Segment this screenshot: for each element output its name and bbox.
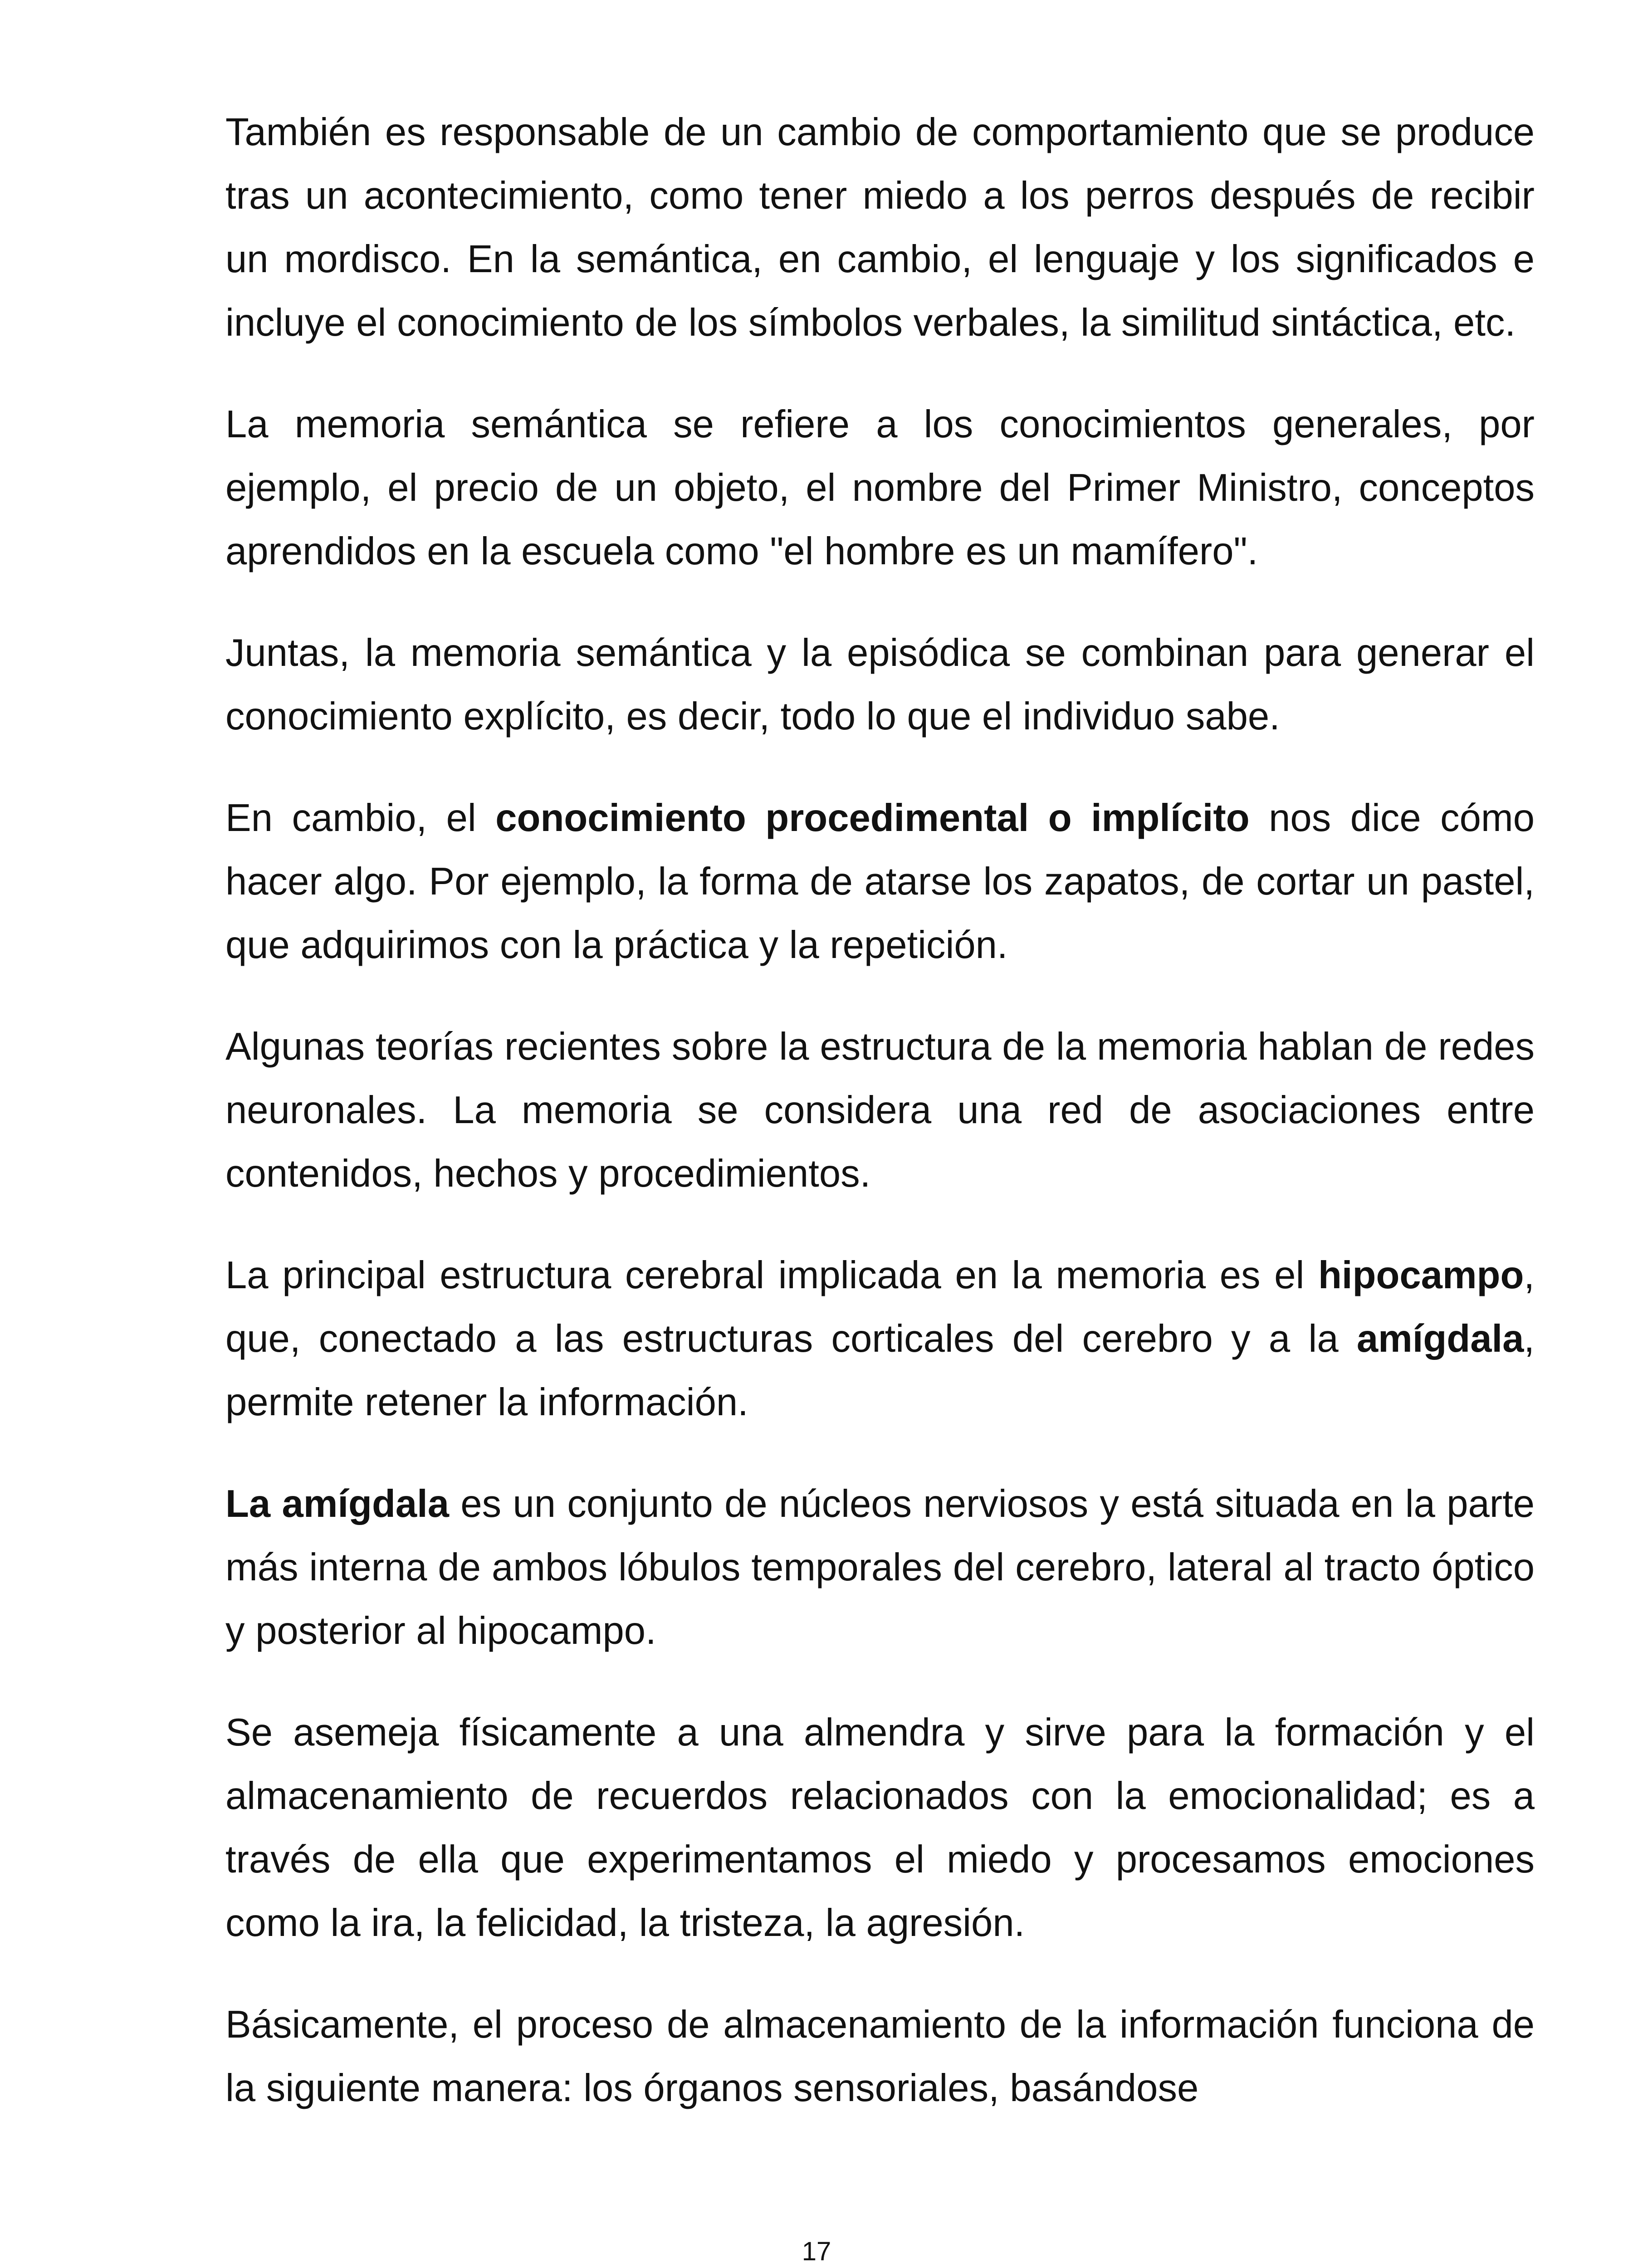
bold-term: La amígdala xyxy=(225,1482,450,1525)
text-run: En cambio, el xyxy=(225,797,496,840)
paragraph xyxy=(225,1701,1535,1955)
paragraph xyxy=(225,621,1535,748)
text-run: , que, conectado a las estructuras corticales del cerebro y a la xyxy=(225,1254,1535,1360)
text-run: Básicamente, el proceso de almacenamiento de la información funciona de la siguiente manera: los órganos sensoriales, basándose xyxy=(225,2003,1535,2110)
text-run: También es responsable de un cambio de comportamiento que se produce tras un acontecimiento, como tener miedo a los perros después de recibir un mordisco. En la semántica, en cambio, el lenguaje y los significados e incluye el conocimiento de los símbolos verbales, la similitud sintáctica, etc. xyxy=(225,111,1535,344)
bold-term: hipocampo xyxy=(1318,1254,1524,1297)
paragraph xyxy=(225,787,1535,977)
text-run: es un conjunto de núcleos nerviosos y está situada en la parte más interna de ambos lóbulos temporales del cerebro, lateral al tracto óptico y posterior al hipocampo. xyxy=(225,1482,1535,1652)
paragraph xyxy=(225,1993,1535,2120)
text-run: Juntas, la memoria semántica y la episódica se combinan para generar el conocimiento explícito, es decir, todo lo que el individuo sabe. xyxy=(225,631,1535,738)
text-run: Se asemeja físicamente a una almendra y sirve para la formación y el almacenamiento de recuerdos relacionados con la emocionalidad; es a través de ella que experimentamos el miedo y procesamos emociones como la ira, la felicidad, la tristeza, la agresión. xyxy=(225,1711,1535,1945)
text-run: , permite retener la información. xyxy=(225,1317,1535,1424)
paragraph xyxy=(225,1472,1535,1663)
paragraph xyxy=(225,101,1535,355)
body-text xyxy=(225,101,1535,2120)
paragraph xyxy=(225,1244,1535,1434)
paragraph xyxy=(225,393,1535,583)
bold-term: conocimiento procedimental o implícito xyxy=(495,797,1250,840)
page-number: 17 xyxy=(802,2237,831,2266)
text-run: Algunas teorías recientes sobre la estructura de la memoria hablan de redes neuronales. La memoria se considera una red de asociaciones entre contenidos, hechos y procedimientos. xyxy=(225,1025,1535,1195)
text-run: La principal estructura cerebral implicada en la memoria es el xyxy=(225,1254,1319,1297)
text-run: La memoria semántica se refiere a los conocimientos generales, por ejemplo, el precio de un objeto, el nombre del Primer Ministro, conceptos aprendidos en la escuela como "el hombre es un mamífero". xyxy=(225,403,1535,573)
paragraph xyxy=(225,1015,1535,1206)
bold-term: amígdala xyxy=(1356,1317,1524,1360)
text-run: nos dice cómo hacer algo. Por ejemplo, la forma de atarse los zapatos, de cortar un pastel, que adquirimos con la práctica y la repetición. xyxy=(225,797,1535,967)
